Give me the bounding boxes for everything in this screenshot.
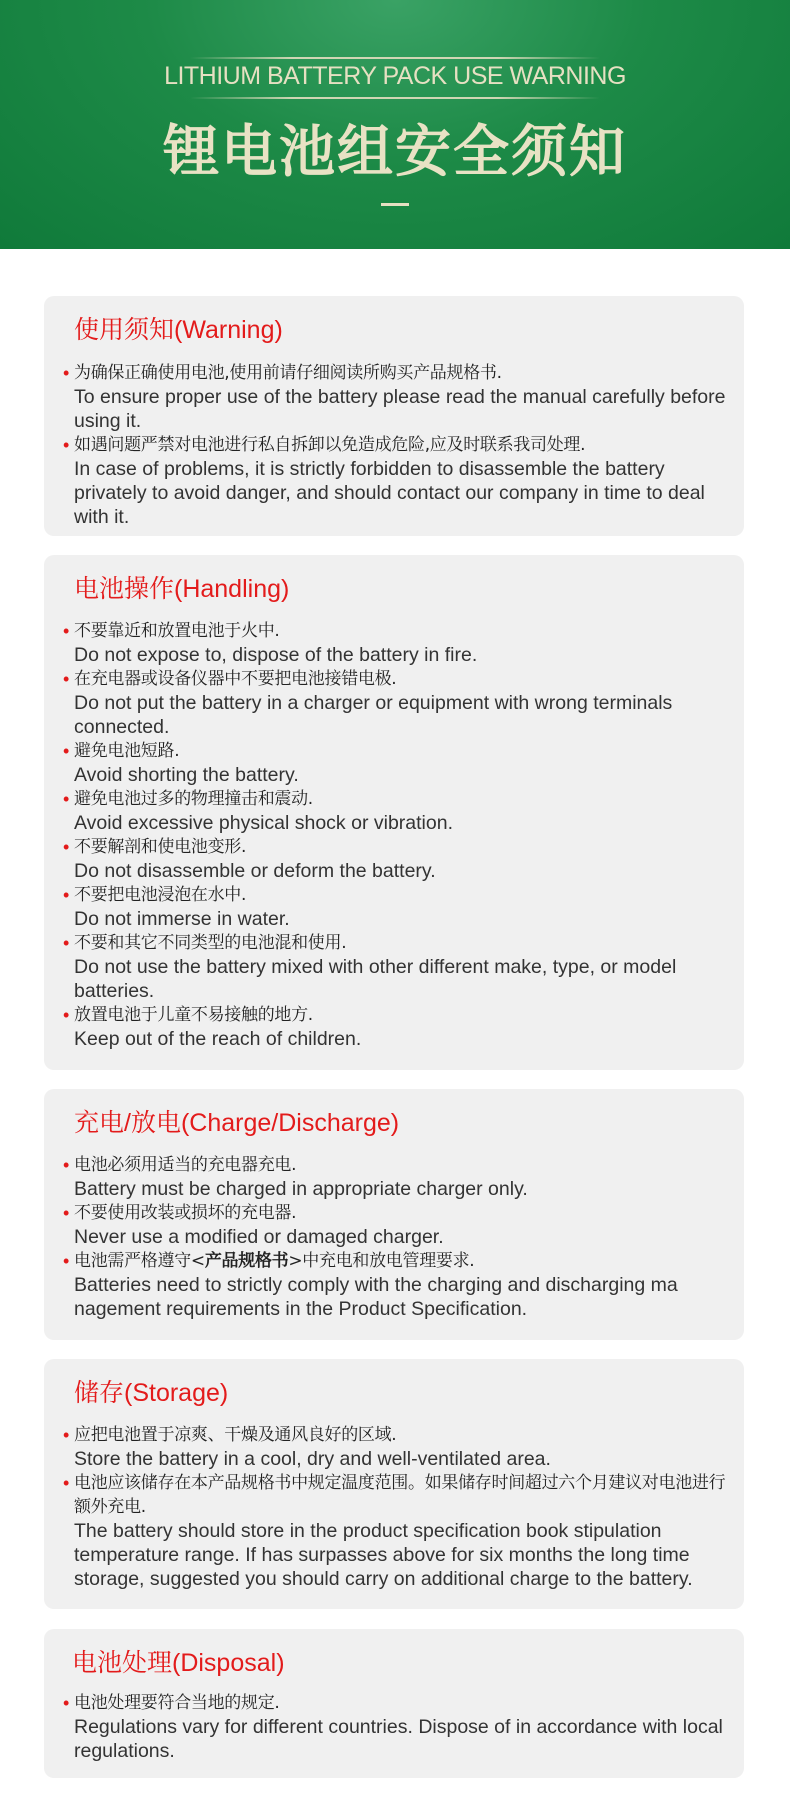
item-chinese: 不要解剖和使电池变形. bbox=[74, 837, 247, 857]
item-english: Avoid excessive physical shock or vibration. bbox=[74, 812, 453, 834]
item-chinese: 不要靠近和放置电池于火中. bbox=[74, 621, 280, 641]
bullet-icon: • bbox=[63, 435, 70, 455]
bullet-icon: • bbox=[63, 1005, 70, 1025]
item-english: Do not expose to, dispose of the battery in fire. bbox=[74, 644, 478, 666]
section-title: 电池操作(Handling) bbox=[74, 575, 290, 603]
item-chinese: 避免电池过多的物理撞击和震动. bbox=[74, 789, 313, 809]
item-chinese: 如遇问题严禁对电池进行私自拆卸以免造成危险,应及时联系我司处理. bbox=[74, 435, 586, 455]
header-banner bbox=[0, 0, 790, 249]
item-english: Regulations vary for different countries. Dispose of in accordance with local regulations. bbox=[74, 1716, 723, 1762]
item-english: Never use a modified or damaged charger. bbox=[74, 1226, 444, 1248]
section-title: 电池处理(Disposal) bbox=[72, 1649, 285, 1677]
header-top-rule bbox=[190, 57, 600, 59]
list-item bbox=[63, 739, 734, 787]
header-bottom-rule bbox=[190, 97, 600, 99]
bullet-icon: • bbox=[63, 885, 70, 905]
bullet-icon: • bbox=[63, 1693, 70, 1713]
item-list bbox=[63, 1423, 734, 1591]
section-disposal bbox=[44, 1629, 744, 1778]
item-list bbox=[63, 1153, 734, 1321]
item-chinese: 不要和其它不同类型的电池混和使用. bbox=[74, 933, 347, 953]
list-item bbox=[63, 787, 734, 835]
bullet-icon: • bbox=[63, 741, 70, 761]
bullet-icon: • bbox=[63, 1473, 70, 1493]
list-item bbox=[63, 931, 734, 1003]
list-item bbox=[63, 1471, 734, 1591]
item-chinese: 避免电池短路. bbox=[74, 741, 180, 761]
item-english: Batteries need to strictly comply with the charging and discharging ma nagement requirements in the Product Specification. bbox=[74, 1274, 678, 1320]
section-charge-discharge bbox=[44, 1089, 744, 1340]
item-chinese bbox=[74, 1249, 734, 1273]
bullet-icon: • bbox=[63, 1251, 70, 1271]
section-warning bbox=[44, 296, 744, 536]
header-dash bbox=[381, 203, 409, 206]
list-item bbox=[63, 1201, 734, 1249]
item-english: Store the battery in a cool, dry and well-ventilated area. bbox=[74, 1448, 551, 1470]
list-item bbox=[63, 1249, 734, 1321]
item-english: The battery should store in the product specification book stipulation temperature range. If has surpasses above for six months the long time storage, suggested you should carry on additional charge to the battery. bbox=[74, 1520, 693, 1590]
section-storage bbox=[44, 1359, 744, 1609]
item-chinese: 电池处理要符合当地的规定. bbox=[74, 1693, 280, 1713]
item-chinese: 电池必须用适当的充电器充电. bbox=[74, 1155, 297, 1175]
zh-text-before: 电池需严格遵守< bbox=[74, 1251, 205, 1271]
item-chinese: 不要把电池浸泡在水中. bbox=[74, 885, 247, 905]
item-english: Do not immerse in water. bbox=[74, 908, 290, 930]
item-chinese: 应把电池置于凉爽、干燥及通风良好的区域. bbox=[74, 1425, 397, 1445]
zh-text-after: >中充电和放电管理要求. bbox=[288, 1251, 475, 1271]
bullet-icon: • bbox=[63, 363, 70, 383]
list-item bbox=[63, 1153, 734, 1201]
item-english: Avoid shorting the battery. bbox=[74, 764, 299, 786]
list-item bbox=[63, 361, 734, 433]
product-spec-emphasis: 产品规格书 bbox=[204, 1251, 289, 1271]
list-item bbox=[63, 883, 734, 931]
item-list bbox=[63, 619, 734, 1051]
list-item bbox=[63, 667, 734, 739]
item-chinese: 不要使用改装或损坏的充电器. bbox=[74, 1203, 297, 1223]
item-chinese: 放置电池于儿童不易接触的地方. bbox=[74, 1005, 313, 1025]
bullet-icon: • bbox=[63, 837, 70, 857]
header-chinese-title: 锂电池组安全须知 bbox=[163, 120, 627, 185]
item-chinese: 电池应该储存在本产品规格书中规定温度范围。如果储存时间超过六个月建议对电池进行额外充电. bbox=[74, 1473, 726, 1517]
bullet-icon: • bbox=[63, 1155, 70, 1175]
bullet-icon: • bbox=[63, 933, 70, 953]
bullet-icon: • bbox=[63, 1203, 70, 1223]
section-title: 使用须知(Warning) bbox=[74, 316, 283, 344]
list-item bbox=[63, 1691, 734, 1763]
item-list bbox=[63, 361, 734, 529]
item-chinese: 为确保正确使用电池,使用前请仔细阅读所购买产品规格书. bbox=[74, 363, 502, 383]
section-title: 储存(Storage) bbox=[74, 1379, 229, 1407]
list-item bbox=[63, 1003, 734, 1051]
item-chinese: 在充电器或设备仪器中不要把电池接错电极. bbox=[74, 669, 397, 689]
section-title: 充电/放电(Charge/Discharge) bbox=[74, 1109, 400, 1137]
item-english: To ensure proper use of the battery please read the manual carefully before using it. bbox=[74, 386, 726, 432]
bullet-icon: • bbox=[63, 621, 70, 641]
item-english: Do not put the battery in a charger or equipment with wrong terminals connected. bbox=[74, 692, 673, 738]
list-item bbox=[63, 1423, 734, 1471]
item-english: Do not use the battery mixed with other different make, type, or model batteries. bbox=[74, 956, 677, 1002]
bullet-icon: • bbox=[63, 789, 70, 809]
item-english: Battery must be charged in appropriate charger only. bbox=[74, 1178, 528, 1200]
item-english: In case of problems, it is strictly forbidden to disassemble the battery privately to avoid danger, and should contact our company in time to deal with it. bbox=[74, 458, 705, 528]
list-item bbox=[63, 619, 734, 667]
list-item bbox=[63, 835, 734, 883]
header-english-title: LITHIUM BATTERY PACK USE WARNING bbox=[164, 62, 626, 90]
item-english: Keep out of the reach of children. bbox=[74, 1028, 362, 1050]
bullet-icon: • bbox=[63, 669, 70, 689]
item-list bbox=[63, 1691, 734, 1763]
bullet-icon: • bbox=[63, 1425, 70, 1445]
list-item bbox=[63, 433, 734, 529]
section-handling bbox=[44, 555, 744, 1070]
item-english: Do not disassemble or deform the battery. bbox=[74, 860, 436, 882]
